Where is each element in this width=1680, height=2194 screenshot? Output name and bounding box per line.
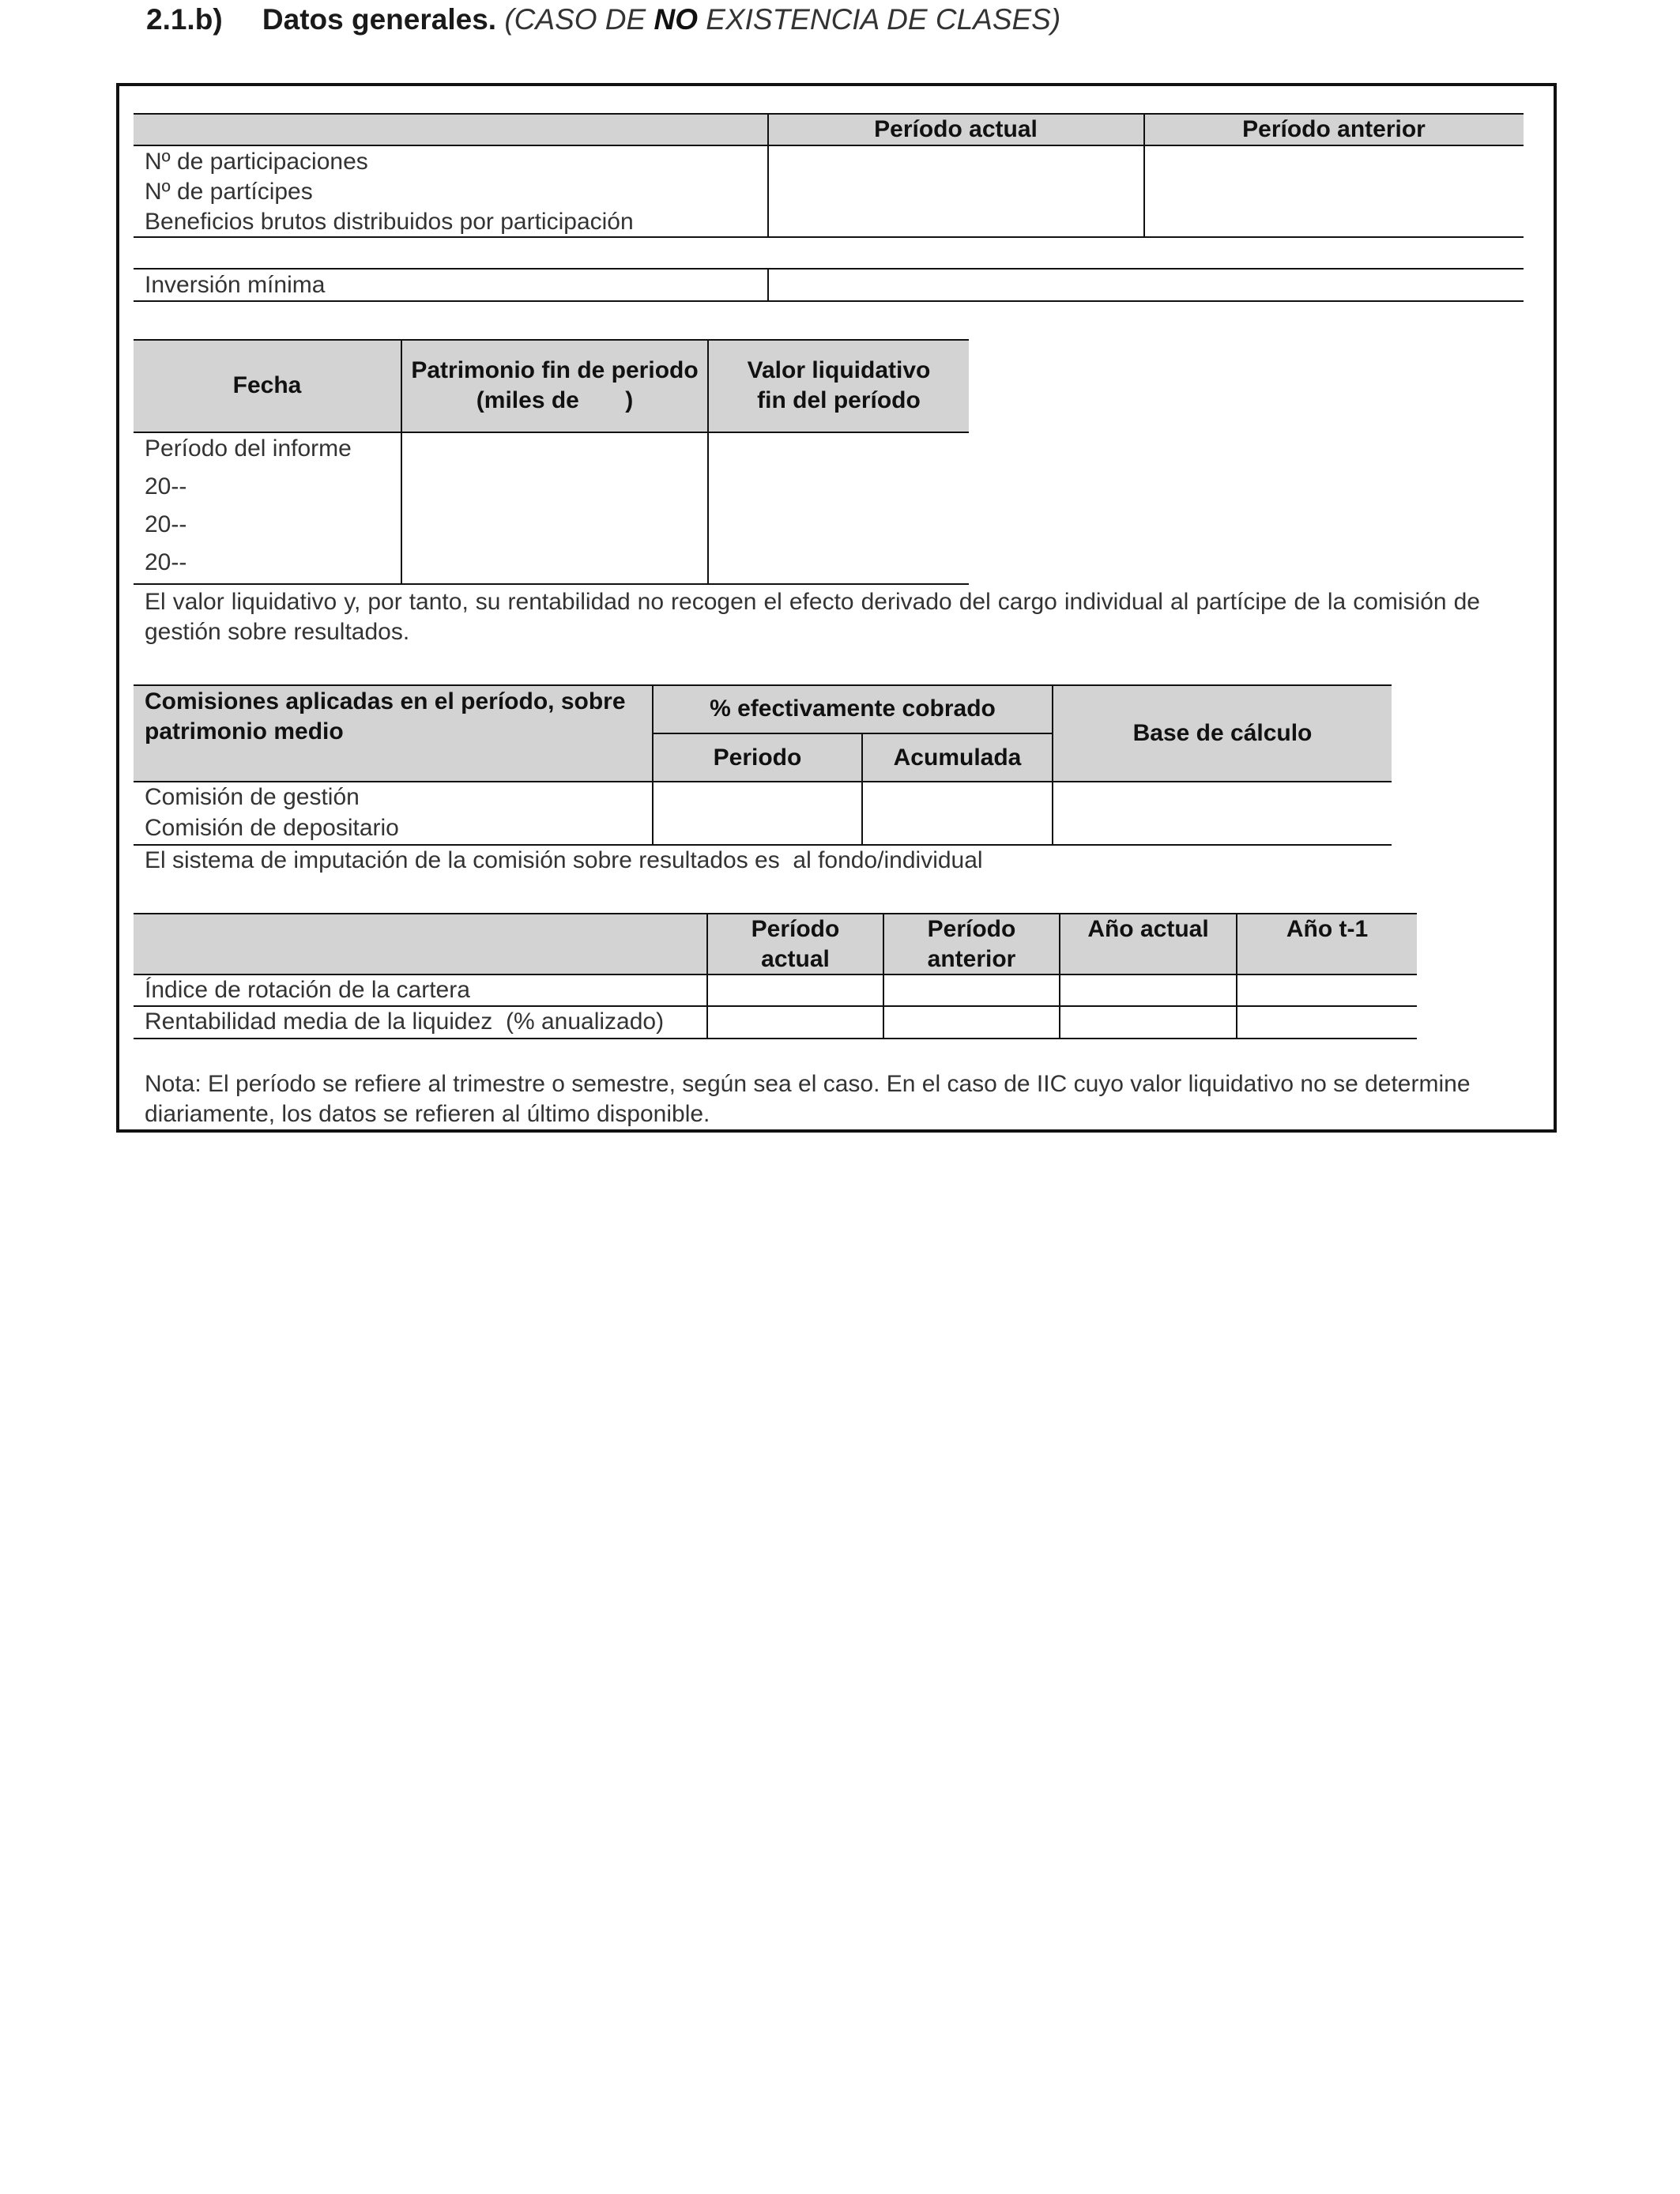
valor-liquidativo-note: El valor liquidativo y, por tanto, su rentabilidad no recogen el efecto derivado del cargo individual al partícipe de la comisión de gestión sobre resultados. xyxy=(145,589,1480,645)
table2-col-valor-line1: Valor liquidativo xyxy=(747,357,931,383)
footnote-line1: Nota: El período se refiere al trimestre o semestre, según sea el caso. En el caso de IIC cuyo valor liquidativo no se determine xyxy=(145,1071,1471,1097)
table4-col-periodo-actual-line1: Período xyxy=(751,916,840,942)
table2-col-valor-line2: fin del período xyxy=(757,387,921,413)
row-rentabilidad-liquidez: Rentabilidad media de la liquidez (% anualizado) xyxy=(145,1008,665,1035)
table2-col-patrimonio-line1: Patrimonio fin de periodo xyxy=(411,357,699,383)
section-note-bold: NO xyxy=(654,3,698,36)
table4-col-periodo-anterior-line1: Período xyxy=(927,916,1016,942)
row-year-3: 20-- xyxy=(145,549,187,575)
section-note-prefix: (CASO DE xyxy=(504,3,654,36)
table4-col-periodo-anterior-line2: anterior xyxy=(927,946,1016,972)
table4-col-periodo-actual xyxy=(708,914,883,974)
row-inversion-minima: Inversión mínima xyxy=(145,272,326,298)
table1-col-periodo-anterior: Período anterior xyxy=(1242,116,1426,142)
row-num-participaciones: Nº de participaciones xyxy=(145,149,368,175)
section-heading xyxy=(146,3,1060,36)
table1-col-periodo-actual: Período actual xyxy=(874,116,1038,142)
table4-col-anio-t1: Año t-1 xyxy=(1286,916,1369,942)
table2-col-patrimonio-line2: (miles de ) xyxy=(476,387,634,413)
table3-col-comisiones xyxy=(145,687,626,747)
table4-col-anio-actual: Año actual xyxy=(1087,916,1209,942)
table2-col-valor-liquidativo xyxy=(709,340,969,432)
row-num-participes: Nº de partícipes xyxy=(145,179,313,205)
section-note xyxy=(504,3,1060,36)
table3-col-base-calculo: Base de cálculo xyxy=(1132,719,1313,746)
table2-col-fecha: Fecha xyxy=(232,372,302,398)
row-periodo-informe: Período del informe xyxy=(145,435,352,462)
section-note-suffix: EXISTENCIA DE CLASES) xyxy=(697,3,1061,36)
table3-col-acumulada: Acumulada xyxy=(893,744,1022,771)
row-indice-rotacion: Índice de rotación de la cartera xyxy=(145,977,470,1003)
table3-col-comisiones-line1: Comisiones aplicadas en el período, sobre xyxy=(145,688,626,714)
section-number: 2.1.b) xyxy=(146,3,223,36)
table3-col-efectivamente-cobrado: % efectivamente cobrado xyxy=(710,696,996,722)
section-title: Datos generales. xyxy=(262,3,497,36)
footnote-line2: diariamente, los datos se refieren al último disponible. xyxy=(145,1101,710,1127)
table4-col-periodo-actual-line2: actual xyxy=(761,946,830,972)
row-comision-depositario: Comisión de depositario xyxy=(145,815,399,841)
table2-col-patrimonio xyxy=(402,340,707,432)
table3-col-periodo: Periodo xyxy=(713,744,802,771)
row-beneficios-brutos: Beneficios brutos distribuidos por participación xyxy=(145,209,634,235)
table3-col-comisiones-line2: patrimonio medio xyxy=(145,718,344,745)
imputation-system-note: El sistema de imputación de la comisión sobre resultados es al fondo/individual xyxy=(145,847,983,873)
footnote xyxy=(145,1069,1471,1129)
table4-col-periodo-anterior xyxy=(884,914,1059,974)
row-year-2: 20-- xyxy=(145,511,187,537)
row-year-1: 20-- xyxy=(145,473,187,499)
row-comision-gestion: Comisión de gestión xyxy=(145,784,360,810)
